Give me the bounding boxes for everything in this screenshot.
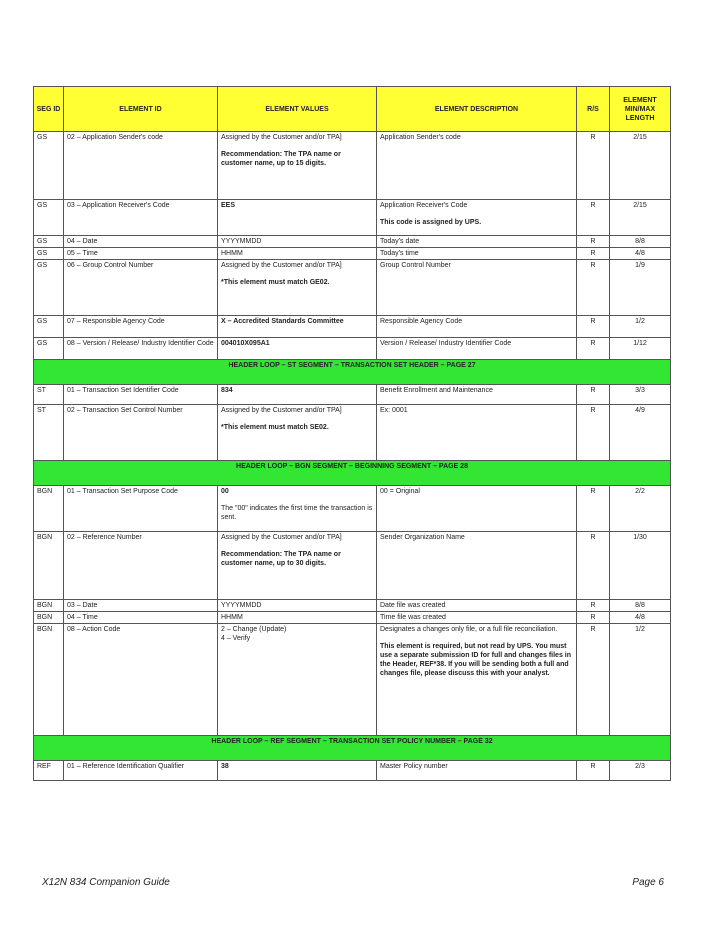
cell-desc: Responsible Agency Code xyxy=(377,316,577,338)
header-element-description: ELEMENT DESCRIPTION xyxy=(377,87,577,132)
value-text: Assigned by the Customer and/or TPA] xyxy=(221,262,342,269)
cell-length: 1/9 xyxy=(610,260,671,316)
value-note: Recommendation: The TPA name or customer name, up to 15 digits. xyxy=(221,151,341,167)
table-row xyxy=(34,338,671,360)
cell-desc: Ex: 0001 xyxy=(377,405,577,461)
value-text: 00 xyxy=(221,488,229,495)
cell-length: 2/2 xyxy=(610,486,671,532)
cell-seg: BGN xyxy=(34,612,64,624)
cell-seg: BGN xyxy=(34,600,64,612)
section-row-bgn xyxy=(34,461,671,486)
value-note: *This element must match GE02. xyxy=(221,279,330,286)
cell-seg: GS xyxy=(34,236,64,248)
cell-desc: 00 = Original xyxy=(377,486,577,532)
cell-desc: Today's date xyxy=(377,236,577,248)
cell-length: 1/2 xyxy=(610,624,671,736)
cell-element: 01 – Transaction Set Purpose Code xyxy=(64,486,218,532)
cell-value xyxy=(218,260,377,316)
desc-text: Designates a changes only file, or a full file reconciliation. xyxy=(380,626,558,633)
value-text: X – Accredited Standards Committee xyxy=(221,318,344,325)
table-row xyxy=(34,600,671,612)
cell-length: 2/15 xyxy=(610,132,671,200)
value-plain: The "00" indicates the first time the transaction is sent. xyxy=(221,505,373,521)
cell-rs: R xyxy=(577,200,610,236)
cell-value: HHMM xyxy=(218,248,377,260)
value-text: Assigned by the Customer and/or TPA] xyxy=(221,534,342,541)
cell-seg: REF xyxy=(34,761,64,781)
cell-element: 04 – Date xyxy=(64,236,218,248)
cell-element: 02 – Application Sender's code xyxy=(64,132,218,200)
cell-length: 3/3 xyxy=(610,385,671,405)
cell-desc: Sender Organization Name xyxy=(377,532,577,600)
cell-length: 4/8 xyxy=(610,612,671,624)
cell-rs: R xyxy=(577,486,610,532)
cell-value xyxy=(218,316,377,338)
table-header-row xyxy=(34,87,671,132)
footer-document-title: X12N 834 Companion Guide xyxy=(42,877,170,888)
cell-value xyxy=(218,486,377,532)
cell-rs: R xyxy=(577,236,610,248)
cell-value xyxy=(218,338,377,360)
cell-element: 06 – Group Control Number xyxy=(64,260,218,316)
cell-element: 02 – Reference Number xyxy=(64,532,218,600)
cell-seg: BGN xyxy=(34,624,64,736)
table-row xyxy=(34,624,671,736)
desc-text: Application Receiver's Code xyxy=(380,202,468,209)
cell-rs: R xyxy=(577,532,610,600)
value-text: Assigned by the Customer and/or TPA] xyxy=(221,134,342,141)
header-length: ELEMENT MIN/MAX LENGTH xyxy=(610,87,671,132)
cell-rs: R xyxy=(577,600,610,612)
desc-note: This code is assigned by UPS. xyxy=(380,219,482,226)
cell-seg: GS xyxy=(34,200,64,236)
cell-desc: Date file was created xyxy=(377,600,577,612)
cell-rs: R xyxy=(577,761,610,781)
cell-value xyxy=(218,132,377,200)
cell-desc: Group Control Number xyxy=(377,260,577,316)
cell-element: 07 – Responsible Agency Code xyxy=(64,316,218,338)
cell-length: 1/30 xyxy=(610,532,671,600)
table-row xyxy=(34,200,671,236)
cell-desc: Benefit Enrollment and Maintenance xyxy=(377,385,577,405)
cell-rs: R xyxy=(577,338,610,360)
cell-value xyxy=(218,405,377,461)
cell-desc: Time file was created xyxy=(377,612,577,624)
cell-desc xyxy=(377,200,577,236)
value-text: 38 xyxy=(221,763,229,770)
cell-length: 8/8 xyxy=(610,236,671,248)
value-plain: 4 – Verify xyxy=(221,635,251,642)
section-row-ref xyxy=(34,736,671,761)
cell-rs: R xyxy=(577,132,610,200)
value-text: 2 – Change (Update) xyxy=(221,626,287,633)
section-title: HEADER LOOP – BGN SEGMENT – BEGINNING SEGMENT – PAGE 28 xyxy=(34,461,671,486)
table-row xyxy=(34,405,671,461)
cell-length: 1/12 xyxy=(610,338,671,360)
value-text: Assigned by the Customer and/or TPA] xyxy=(221,407,342,414)
cell-value xyxy=(218,624,377,736)
cell-value xyxy=(218,761,377,781)
cell-length: 1/2 xyxy=(610,316,671,338)
header-element-values: ELEMENT VALUES xyxy=(218,87,377,132)
table-row xyxy=(34,486,671,532)
cell-seg: GS xyxy=(34,316,64,338)
cell-element: 04 – Time xyxy=(64,612,218,624)
cell-value xyxy=(218,200,377,236)
table-row xyxy=(34,385,671,405)
companion-guide-table xyxy=(33,86,671,781)
table-row xyxy=(34,532,671,600)
cell-element: 01 – Reference Identification Qualifier xyxy=(64,761,218,781)
cell-element: 08 – Version / Release/ Industry Identifier Code xyxy=(64,338,218,360)
cell-element: 03 – Date xyxy=(64,600,218,612)
section-title: HEADER LOOP – ST SEGMENT – TRANSACTION SET HEADER – PAGE 27 xyxy=(34,360,671,385)
cell-seg: BGN xyxy=(34,532,64,600)
cell-seg: GS xyxy=(34,260,64,316)
cell-seg: ST xyxy=(34,405,64,461)
cell-rs: R xyxy=(577,624,610,736)
value-text: 004010X095A1 xyxy=(221,340,270,347)
value-text: EES xyxy=(221,202,236,209)
table-row xyxy=(34,260,671,316)
cell-seg: ST xyxy=(34,385,64,405)
cell-desc: Application Sender's code xyxy=(377,132,577,200)
cell-element: 05 – Time xyxy=(64,248,218,260)
cell-seg: GS xyxy=(34,132,64,200)
cell-value: YYYYMMDD xyxy=(218,236,377,248)
cell-desc: Version / Release/ Industry Identifier Code xyxy=(377,338,577,360)
section-row-st xyxy=(34,360,671,385)
value-text: 834 xyxy=(221,387,233,394)
table-row xyxy=(34,236,671,248)
cell-value: YYYYMMDD xyxy=(218,600,377,612)
cell-length: 4/9 xyxy=(610,405,671,461)
cell-length: 2/3 xyxy=(610,761,671,781)
cell-length: 4/8 xyxy=(610,248,671,260)
cell-length: 8/8 xyxy=(610,600,671,612)
table-row xyxy=(34,612,671,624)
cell-rs: R xyxy=(577,248,610,260)
cell-seg: GS xyxy=(34,338,64,360)
cell-element: 02 – Transaction Set Control Number xyxy=(64,405,218,461)
cell-rs: R xyxy=(577,316,610,338)
cell-value: HHMM xyxy=(218,612,377,624)
value-note: Recommendation: The TPA name or customer name, up to 30 digits. xyxy=(221,551,341,567)
cell-rs: R xyxy=(577,260,610,316)
cell-seg: GS xyxy=(34,248,64,260)
footer-page-number: Page 6 xyxy=(632,877,664,888)
cell-value xyxy=(218,532,377,600)
cell-value xyxy=(218,385,377,405)
table-row xyxy=(34,132,671,200)
cell-desc xyxy=(377,624,577,736)
value-note: *This element must match SE02. xyxy=(221,424,329,431)
cell-rs: R xyxy=(577,612,610,624)
cell-element: 01 – Transaction Set Identifier Code xyxy=(64,385,218,405)
cell-element: 03 – Application Receiver's Code xyxy=(64,200,218,236)
table-row xyxy=(34,316,671,338)
header-rs: R/S xyxy=(577,87,610,132)
section-title: HEADER LOOP – REF SEGMENT – TRANSACTION SET POLICY NUMBER – PAGE 32 xyxy=(34,736,671,761)
table-row xyxy=(34,761,671,781)
header-seg-id: SEG ID xyxy=(34,87,64,132)
table-row xyxy=(34,248,671,260)
desc-note: This element is required, but not read by UPS. You must use a separate submission ID for full and changes files in the Header, REF*38. If you will be sending both a full and changes file, please discuss this with your analyst. xyxy=(380,643,571,677)
cell-length: 2/15 xyxy=(610,200,671,236)
header-element-id: ELEMENT ID xyxy=(64,87,218,132)
cell-desc: Master Policy number xyxy=(377,761,577,781)
cell-seg: BGN xyxy=(34,486,64,532)
cell-rs: R xyxy=(577,405,610,461)
cell-element: 08 – Action Code xyxy=(64,624,218,736)
cell-rs: R xyxy=(577,385,610,405)
cell-desc: Today's time xyxy=(377,248,577,260)
